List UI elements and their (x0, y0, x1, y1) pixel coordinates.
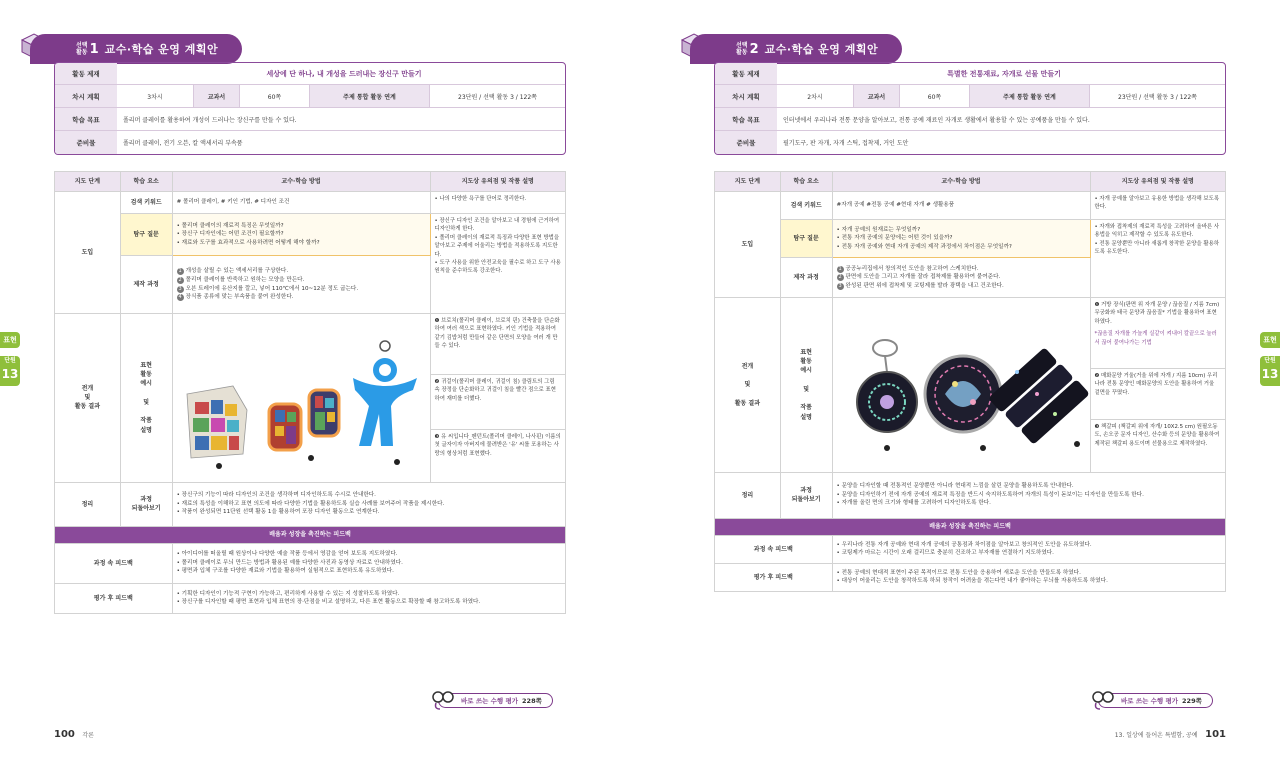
page-number-value: 101 (1205, 729, 1226, 740)
side-tab-unit[interactable] (0, 356, 20, 386)
work-2-desc: ❷ 매화문양 거울(거울 위에 자개 / 지름 10cm) 우리나라 전통 문양인 매화문양의 도안을 활용하여 거울 겉면을 꾸몄다. (1090, 369, 1225, 420)
page-number-right (1115, 729, 1226, 740)
making-step-2: 판면에 도안을 그리고 자개를 잘라 접착제를 활용하여 붙여준다. (845, 274, 1001, 281)
plan-value: 2차시 (807, 93, 823, 101)
artwork-image (172, 314, 430, 483)
glasses-icon (1090, 689, 1116, 711)
feedback-process-2: • 폴리머 클레이로 무늬 만드는 방법과 활용된 예를 다양한 사진과 동영상 자료로 안내하였다. (176, 559, 403, 566)
review-3: • 자개를 올린 면의 크기와 형태를 고려하여 디자인하도록 한다. (836, 500, 991, 507)
activity-label: 활동 제재 (715, 63, 777, 84)
plan-value: 3차시 (147, 93, 163, 101)
work-3-desc: ❸ 유 씨입니다_펜던트(폴리머 클레이, 나사핀) 이름의 첫 글자이자 아버지에 물려받은 '유' 씨를 포용하는 사랑의 형상처럼 표현했다. (430, 429, 565, 482)
book-value: 60쪽 (899, 85, 969, 107)
eval-link[interactable] (1090, 689, 1213, 711)
question-3: • 재료와 도구를 효과적으로 사용하려면 어떻게 해야 할까? (176, 239, 320, 246)
making-step-1: 공공누리집에서 창의적인 도안을 참고하여 스케치한다. (845, 265, 979, 272)
side-tab-unit-label: 단원 (4, 357, 16, 364)
page-number-left (54, 729, 94, 740)
question-3: • 전통 자개 공예와 현대 자개 공예의 제작 과정에서 차이점은 무엇일까? (836, 243, 1012, 250)
eval-text: 바로 쓰는 수행 평가 (461, 696, 519, 705)
feedback-process-label: 과정 속 피드백 (55, 543, 173, 583)
header-stage: 지도 단계 (55, 172, 121, 192)
page-number-value: 100 (54, 729, 75, 740)
feedback-process-list (172, 543, 565, 583)
side-tab-unit-label: 단원 (1264, 357, 1276, 364)
header-element: 학습 요소 (120, 172, 172, 192)
prep-label: 준비물 (55, 131, 117, 154)
prep-value: 필기도구, 판 자개, 자개 스틱, 접착제, 거인 도안 (783, 140, 909, 147)
example-label: 표현 활동 예시 및 작품 설명 (120, 314, 172, 483)
review-2: • 재료의 특성을 이해하고 표현 의도에 따라 다양한 기법을 활용하도록 실습 사례를 보여주어 작품을 제시한다. (176, 500, 445, 507)
marker-1 (216, 463, 222, 469)
question-label: 탐구 질문 (120, 214, 172, 256)
goal-label: 학습 목표 (55, 108, 117, 130)
marker-3 (1074, 441, 1080, 447)
question-1: • 폴리머 클레이의 재료적 특징은 무엇일까? (176, 222, 284, 229)
artwork-illustration (173, 314, 429, 478)
glasses-icon (430, 689, 456, 711)
stage-development: 전개 및 활동 결과 (55, 314, 121, 483)
question-list (832, 220, 1090, 258)
making-label: 제작 과정 (780, 258, 832, 298)
header-note: 지도상 유의점 및 작품 설명 (1090, 172, 1225, 192)
making-steps: 1 개성을 살릴 수 있는 액세서리를 구상한다. 2 폴리머 클레이를 반죽하고 원하는 모양을 만든다. 3 오븐 트레이에 유산지를 깔고, 넣어 110℃에서 10~12분 정도 굽는다. 4 장식품 종류에 맞는 부속품을 붙여 완성한다. (172, 256, 430, 314)
link-value: 23단원 / 선택 활동 3 / 122쪽 (429, 85, 565, 107)
work-3-desc: ❸ 책갈피 (책갈피 위에 자개/ 10X2.5 cm) 원필오동도, 손오공 문자 디자인, 산수화 등의 문양을 활용하여 제작된 책갈피 용도이며 선물용으로 제작하였다. (1090, 419, 1225, 472)
activity-badge (30, 34, 242, 64)
book-value: 60쪽 (239, 85, 309, 107)
right-page (640, 0, 1280, 770)
book-label: 교과서 (853, 85, 899, 107)
stage-intro: 도입 (715, 192, 781, 298)
keyword-value: # 폴리머 클레이, # 키인 기법, # 디자인 조건 (172, 192, 430, 214)
feedback-after-1: • 전통 공예의 현대적 표현이 주된 목적이므로 전통 도안을 응용하여 새로운 도안을 만들도록 하였다. (836, 569, 1081, 576)
keyword-note: • 자개 공예를 알아보고 유용한 방법을 생각해 보도록 한다. (1090, 192, 1225, 220)
feedback-band: 배움과 성장을 촉진하는 피드백 (55, 526, 566, 543)
feedback-after-list (832, 563, 1225, 591)
info-table (54, 62, 566, 155)
feedback-process-1: • 아이디어를 떠올릴 때 원상이나 다양한 예술 작품 등에서 영감을 얻어 보도록 지도하였다. (176, 551, 398, 558)
plan-label: 차시 계획 (55, 85, 117, 107)
question-list (172, 214, 430, 256)
side-tab-unit-number: 13 (1261, 367, 1279, 381)
pendant-artwork (353, 341, 417, 465)
info-table (714, 62, 1226, 155)
page-section-label: 각론 (82, 732, 94, 739)
question-2: • 전통 자개 공예의 문양에는 어떤 것이 있을까? (836, 235, 953, 242)
activity-value: 특별한 전통재료, 자개로 선물 만들기 (947, 69, 1061, 78)
side-tab-unit-number: 13 (1, 367, 19, 381)
badge-title: 교수·학습 운영 계획안 (104, 43, 219, 56)
making-label: 제작 과정 (120, 256, 172, 314)
header-stage: 지도 단계 (715, 172, 781, 192)
making-step-2: 폴리머 클레이를 반죽하고 원하는 모양을 만든다. (185, 276, 305, 283)
link-value: 23단원 / 선택 활동 3 / 122쪽 (1089, 85, 1225, 107)
making-step-1: 개성을 살릴 수 있는 액세서리를 구상한다. (185, 268, 289, 275)
activity-label: 활동 제재 (55, 63, 117, 84)
page-section-label: 13. 일상에 들어온 특별함, 공예 (1114, 732, 1198, 739)
making-step-3: 완성된 판면 위에 접착제 및 코팅제를 발라 광택을 내고 건조한다. (845, 282, 1004, 289)
activity-badge (690, 34, 902, 64)
goal-label: 학습 목표 (715, 108, 777, 130)
stage-development: 전개 및 활동 결과 (715, 298, 781, 473)
review-3: • 작품이 완성되면 11단원 선택 활동 1을 활용하여 포장 디자인 활동으로 연계한다. (176, 509, 380, 516)
review-label: 과정 되돌아보기 (780, 472, 832, 518)
book-label: 교과서 (193, 85, 239, 107)
badge-number: 1 (89, 41, 99, 57)
review-1: • 문양을 디자인할 때 전통적인 문양뿐만 아니라 현대적 느낌을 살린 문양을 활용하도록 안내한다. (836, 483, 1074, 490)
prep-value: 폴리머 클레이, 전기 오븐, 칼 액세서리 부속품 (123, 140, 243, 147)
work-1-desc (1090, 298, 1225, 369)
eval-text: 바로 쓰는 수행 평가 (1121, 696, 1179, 705)
making-step-3: 오븐 트레이에 유산지를 깔고, 넣어 110℃에서 10~12분 정도 굽는다. (185, 285, 359, 292)
feedback-after-label: 평가 후 피드백 (715, 563, 833, 591)
stage-wrapup: 정리 (55, 482, 121, 526)
activity-value: 세상에 단 하나, 내 개성을 드러내는 장신구 만들기 (266, 69, 422, 78)
keyword-note: • 나의 다양한 욕구를 단어로 정리한다. (430, 192, 565, 214)
goal-value: 인터넷에서 우리나라 전통 문양을 알아보고, 전통 공예 재료인 자개로 생활에서 활용할 수 있는 공예품을 만들 수 있다. (783, 116, 1090, 124)
marker-2 (980, 445, 986, 451)
lesson-table (54, 171, 566, 614)
mirror-artwork (925, 356, 1001, 451)
question-note: • 장신구 디자인 조건을 알아보고 내 경험에 근거하여 디자인하게 한다. • 폴리머 클레이의 재료적 특징과 다양한 표현 방법을 알아보고 주제에 어울리는 방법을 적용하도록 지도한다. • 도구 사용을 위한 안전교육을 필수로 하고 도구 사용 원칙을 준수하도록 강조한다. (430, 214, 565, 314)
keyword-value: #자개 공예 #전통 공예 #현대 자개 # 생활용품 (832, 192, 1090, 220)
question-1: • 자개 공예의 원재료는 무엇일까? (836, 226, 921, 233)
making-step-4: 장식품 종류에 맞는 부속품을 붙여 완성한다. (185, 294, 294, 301)
header-method: 교수·학습 방법 (832, 172, 1090, 192)
feedback-after-label: 평가 후 피드백 (55, 583, 173, 613)
link-label: 주제 통합 활동 연계 (309, 85, 429, 107)
review-2: • 문양을 디자인하기 전에 자개 공예의 재료적 특징을 반드시 숙지하도록하여 자개의 특성이 돋보이는 디자인을 만들도록 한다. (836, 491, 1144, 498)
review-list (172, 482, 565, 526)
badge-small: 선택 활동 (76, 42, 88, 56)
earring-artwork (269, 390, 339, 461)
work-2-desc: ❷ 귀걸이(폴리머 클레이, 귀걸이 침) 클림트의 그림 속 장정을 단순화하고 귀걸이 침을 빨간 점으로 표현하여 재미를 더했다. (430, 374, 565, 429)
work-1-desc: ❶ 브로치(폴리머 클레이, 브로치 핀) 건축물을 단순화하여 여러 색으로 표현하였다. 키인 기법을 적용하여 같기 김밥처럼 만들어 같은 단면의 모양을 여러 개 만들 수 있다. (430, 314, 565, 375)
badge-title: 교수·학습 운영 계획안 (764, 43, 879, 56)
prep-label: 준비물 (715, 131, 777, 154)
making-steps: 1 공공누리집에서 창의적인 도안을 참고하여 스케치한다. 2 판면에 도안을 그리고 자개를 잘라 접착제를 활용하여 붙여준다. 3 완성된 판면 위에 접착제 및 코팅제를 발라 광택을 내고 건조한다. (832, 258, 1090, 298)
keyring-artwork (857, 340, 917, 451)
feedback-after-2: • 대상이 어울리는 도안을 창작하도록 하되 창작이 어려움을 겪는다면 내가 좋아하는 무늬를 자용하도록 하였다. (836, 578, 1108, 585)
header-element: 학습 요소 (780, 172, 832, 192)
badge-small: 선택 활동 (736, 42, 748, 56)
feedback-after-2: • 장신구를 디자인할 때 평면 표현과 입체 표현의 장·단점을 비교 설명하고, 다른 표현 활동으로 확장할 때 참고하도록 하였다. (176, 599, 481, 606)
feedback-band: 배움과 성장을 촉진하는 피드백 (715, 518, 1226, 535)
feedback-process-list (832, 535, 1225, 563)
eval-link[interactable] (430, 689, 553, 711)
keyword-label: 검색 키워드 (780, 192, 832, 220)
marker-3 (394, 459, 400, 465)
goal-value: 폴리머 클레이를 활용하여 개성이 드러나는 장신구를 만들 수 있다. (123, 116, 297, 124)
artwork-image (832, 298, 1090, 473)
keyword-label: 검색 키워드 (120, 192, 172, 214)
feedback-process-3: • 평면과 입체 구조를 다양한 재료와 기법을 활용하여 실험적으로 표현하도록 유도하였다. (176, 568, 394, 575)
question-note: • 자개와 접착제의 재료적 특성을 고려하여 올바른 사용법을 익히고 제작할 수 있도록 유도한다. • 전통 문양뿐만 아니라 새롭게 창작한 문양을 활용하도록 유도한다. (1090, 220, 1225, 298)
feedback-process-2: • 코팅제가 마르는 시간이 오래 걸리므로 충분히 건조하고 부자재를 연결하기 지도하였다. (836, 550, 1054, 557)
side-tab-expression[interactable]: 표현 (1260, 332, 1280, 348)
stage-intro: 도입 (55, 192, 121, 314)
feedback-after-1: • 기획한 디자인이 기능적 구현이 가능하고, 편리하게 사용할 수 있는 지 성찰하도록 하였다. (176, 590, 400, 597)
feedback-after-list (172, 583, 565, 613)
question-2: • 장신구 디자인에는 어떤 조건이 필요할까? (176, 231, 284, 238)
stage-wrapup: 정리 (715, 472, 781, 518)
feedback-process-1: • 우리나라 전통 자개 공예와 현대 자개 공예의 공통점과 차이점을 알아보고 창의적인 도안을 유도하였다. (836, 541, 1092, 548)
bookmark-artwork (988, 347, 1089, 447)
example-label: 표현 활동 예시 및 작품 설명 (780, 298, 832, 473)
header-note: 지도상 유의점 및 작품 설명 (430, 172, 565, 192)
review-1: • 장신구의 기능이 따라 디자인의 조건을 생각하며 디자인하도록 수시로 안내한다. (176, 492, 376, 499)
review-label: 과정 되돌아보기 (120, 482, 172, 526)
plan-label: 차시 계획 (715, 85, 777, 107)
work-1-footnote: *끊음질 자개를 가늘게 실같이 켜내어 칼끝으로 눌러서 끊어 붙여나가는 기법 (1094, 331, 1217, 346)
lesson-table (714, 171, 1226, 592)
side-tab-unit[interactable] (1260, 356, 1280, 386)
marker-2 (308, 455, 314, 461)
eval-page: 229쪽 (1182, 696, 1202, 705)
badge-number: 2 (749, 41, 759, 57)
artwork-illustration (833, 298, 1089, 468)
work-1-desc-main: ❶ 거방 장식(판면 위 자개 문양 / 끊음질 / 지름 7cm) 무궁화와 태극 문양과 끊음질* 기법을 활용하여 표현하였다. (1094, 302, 1220, 325)
feedback-process-label: 과정 속 피드백 (715, 535, 833, 563)
brooch-artwork (187, 386, 247, 469)
eval-page: 228쪽 (522, 696, 542, 705)
marker-1 (884, 445, 890, 451)
link-label: 주제 통합 활동 연계 (969, 85, 1089, 107)
side-tab-expression[interactable]: 표현 (0, 332, 20, 348)
header-method: 교수·학습 방법 (172, 172, 430, 192)
question-label: 탐구 질문 (780, 220, 832, 258)
review-list (832, 472, 1225, 518)
